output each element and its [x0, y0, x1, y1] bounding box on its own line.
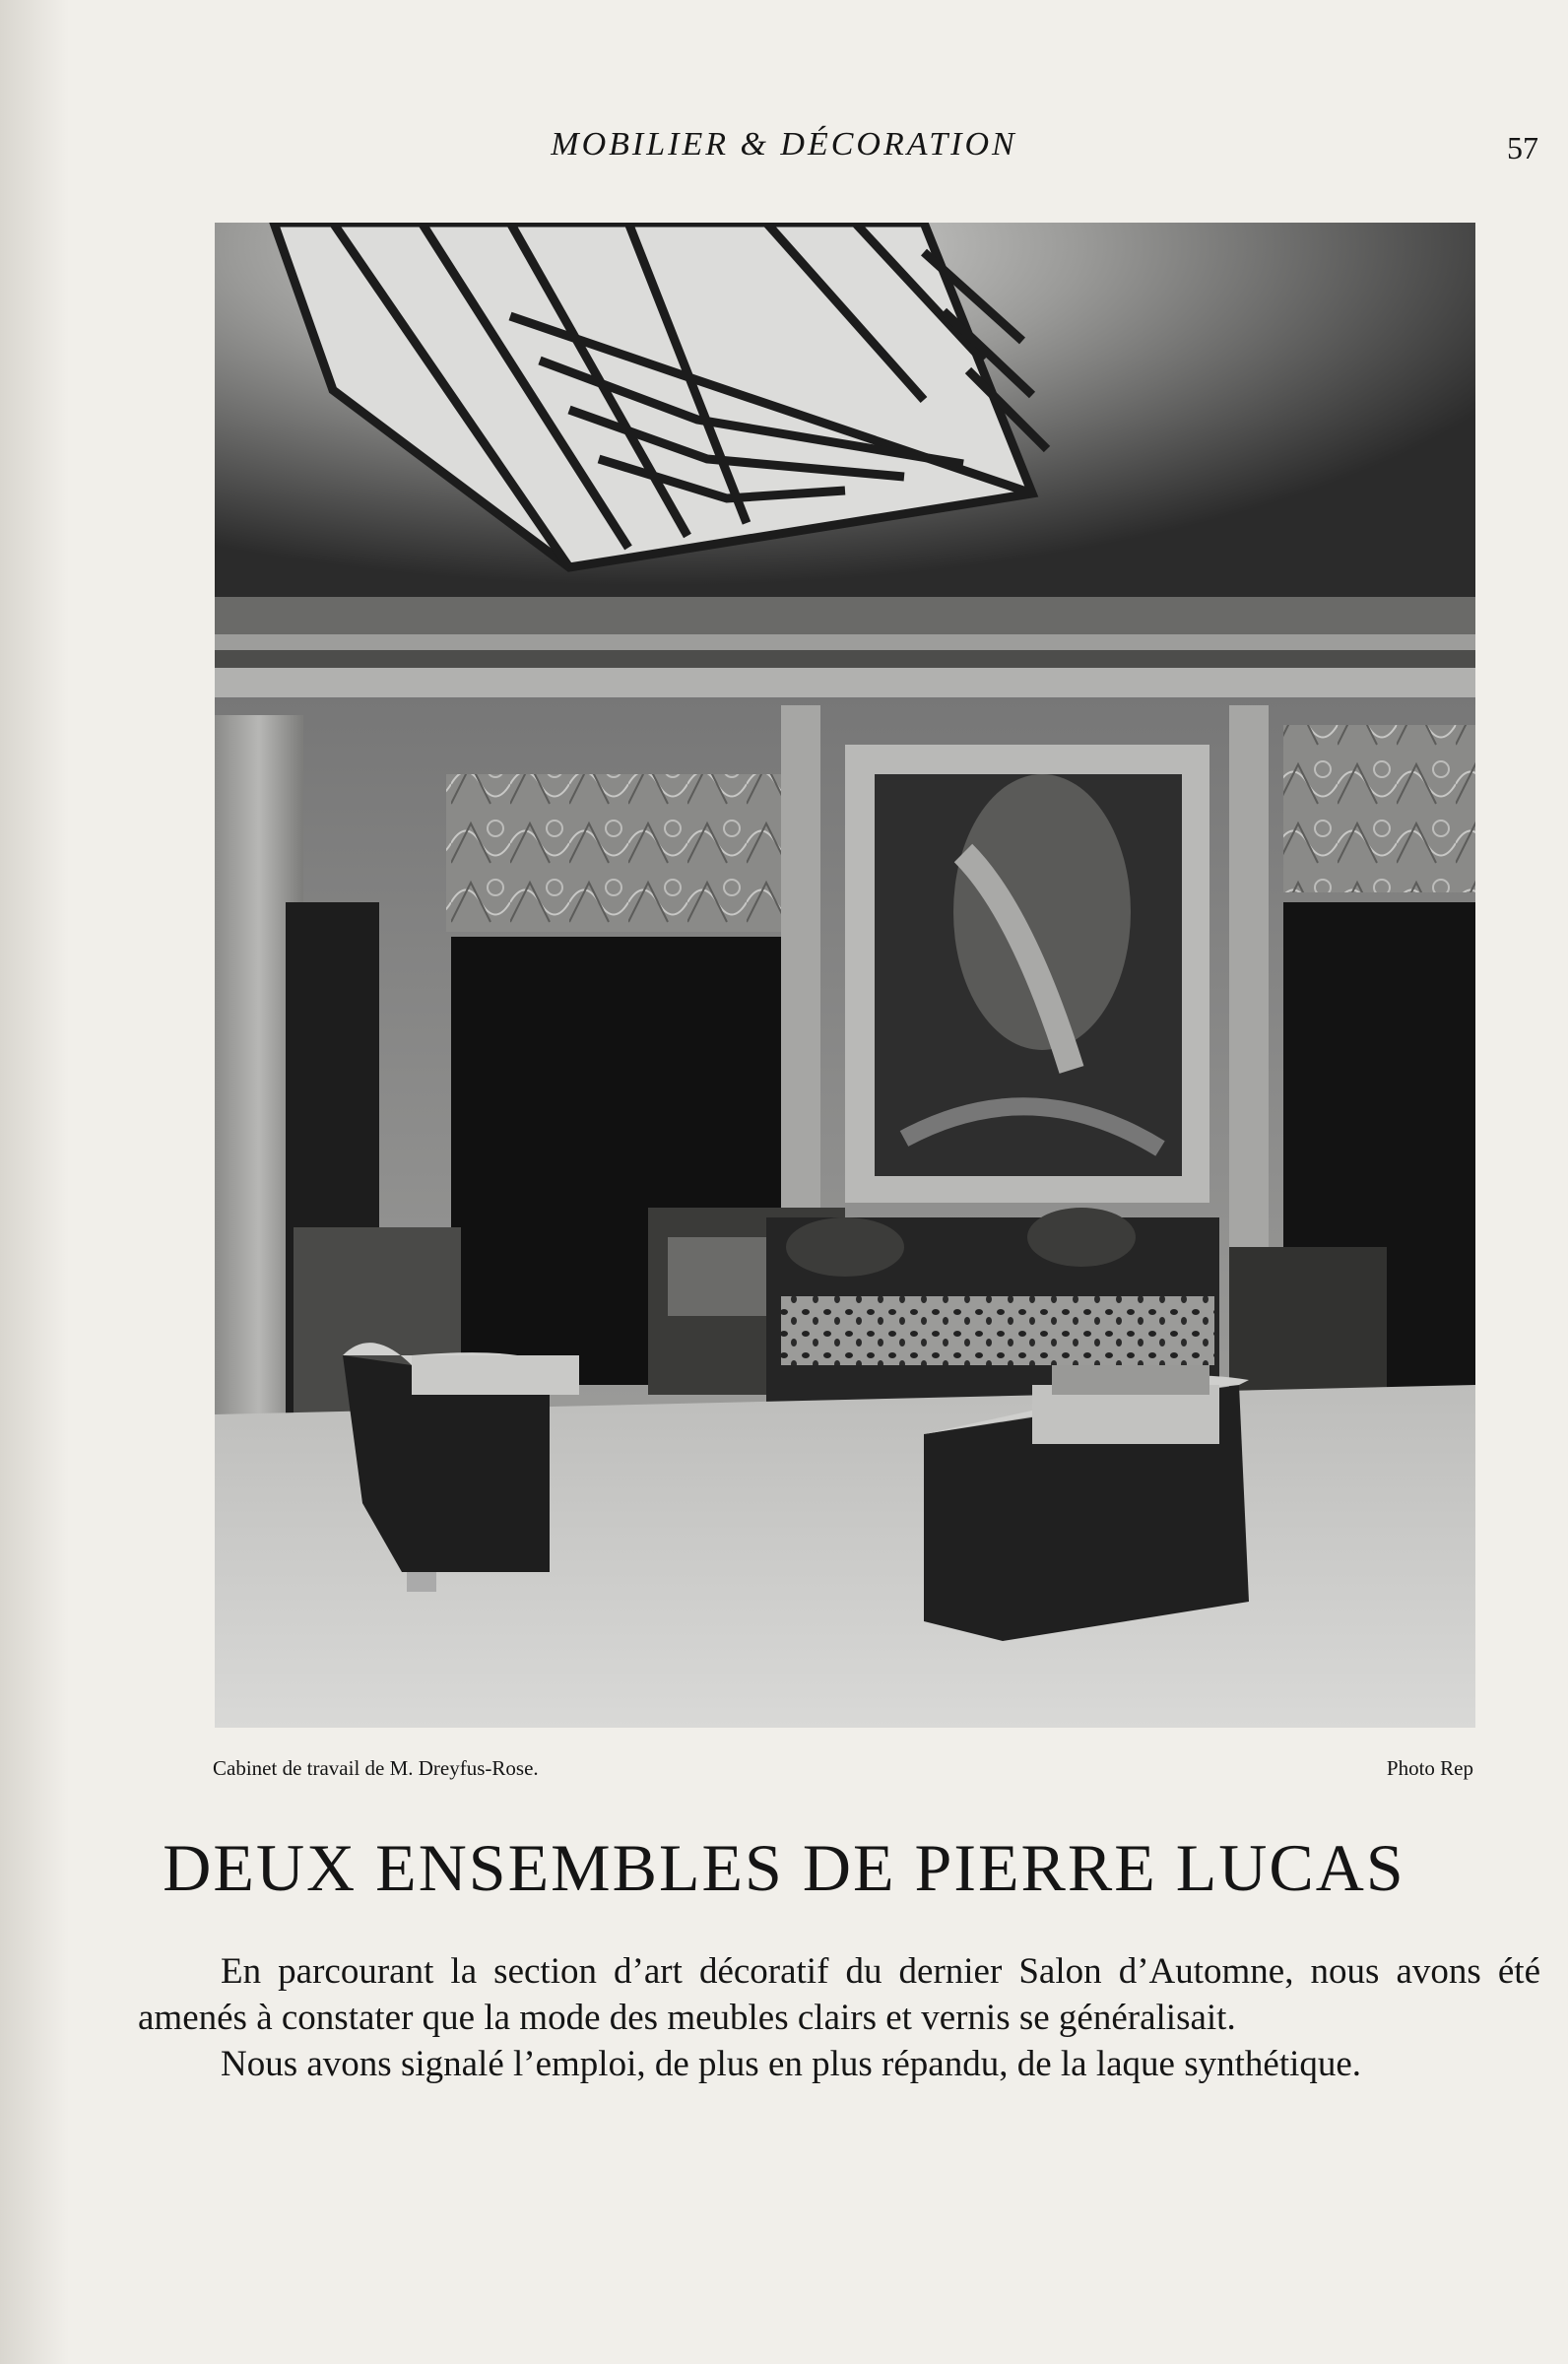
page-gutter-shadow [0, 0, 69, 2364]
article-title: DEUX ENSEMBLES DE PIERRE LUCAS [163, 1830, 1405, 1905]
photo-caption: Cabinet de travail de M. Dreyfus-Rose. [213, 1756, 539, 1780]
page-number: 57 [1507, 130, 1538, 165]
article-body [138, 1948, 1540, 2087]
photo-credit: Photo Rep [1386, 1756, 1473, 1780]
paragraph: En parcourant la section d’art décoratif du dernier Salon d’Automne, nous avons été amenés à constater que la mode des meubles clairs et vernis se généralisait. [138, 1951, 1540, 2038]
running-head: MOBILIER & DÉCORATION [551, 126, 1017, 163]
interior-photograph [215, 223, 1475, 1728]
paragraph: Nous avons signalé l’emploi, de plus en plus répandu, de la laque synthétique. [221, 2044, 1362, 2084]
